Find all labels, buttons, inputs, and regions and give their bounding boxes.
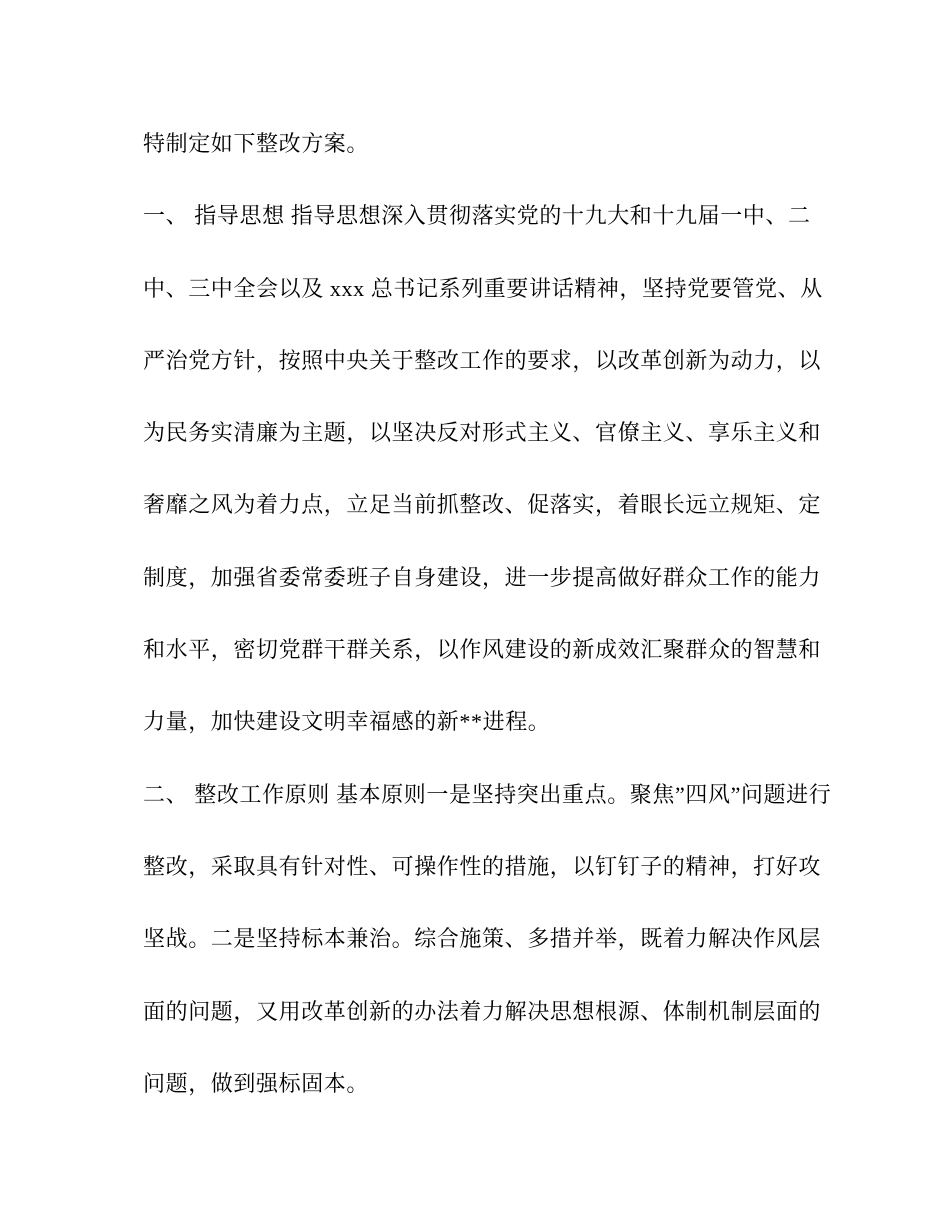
text-line: 奢靡之风为着力点，立足当前抓整改、促落实，着眼长远立规矩、定 (143, 492, 822, 518)
text-line: 和水平，密切党群干群关系，以作风建设的新成效汇聚群众的智慧和 (143, 637, 822, 663)
text-line: 特制定如下整改方案。 (143, 131, 370, 156)
section-heading-rectification-principles: 二、 整改工作原则 基本原则一是坚持突出重点。聚焦”四风”问题进行 (143, 781, 832, 807)
text-line: 严治党方针，按照中央关于整改工作的要求，以改革创新为动力，以 (143, 347, 822, 373)
text-line: 为民务实清廉为主题，以坚决反对形式主义、官僚主义、享乐主义和 (143, 420, 822, 446)
text-line: 坚战。二是坚持标本兼治。综合施策、多措并举，既着力解决作风层 (143, 926, 822, 952)
text-line: 问题，做到强标固本。 (143, 1070, 370, 1096)
text-line: 力量，加快建设文明幸福感的新**进程。 (143, 709, 551, 735)
section-heading-guiding-ideology: 一、 指导思想 指导思想深入贯彻落实党的十九大和十九届一中、二 (143, 203, 811, 229)
text-line: 制度，加强省委常委班子自身建设，进一步提高做好群众工作的能力 (143, 564, 822, 590)
text-line: 面的问题，又用改革创新的办法着力解决思想根源、体制机制层面的 (143, 998, 822, 1024)
text-line: 中、三中全会以及 xxx 总书记系列重要讲话精神，坚持党要管党、从 (143, 275, 823, 301)
text-line: 整改，采取具有针对性、可操作性的措施，以钉钉子的精神，打好攻 (143, 853, 822, 879)
document-body (143, 126, 832, 1138)
